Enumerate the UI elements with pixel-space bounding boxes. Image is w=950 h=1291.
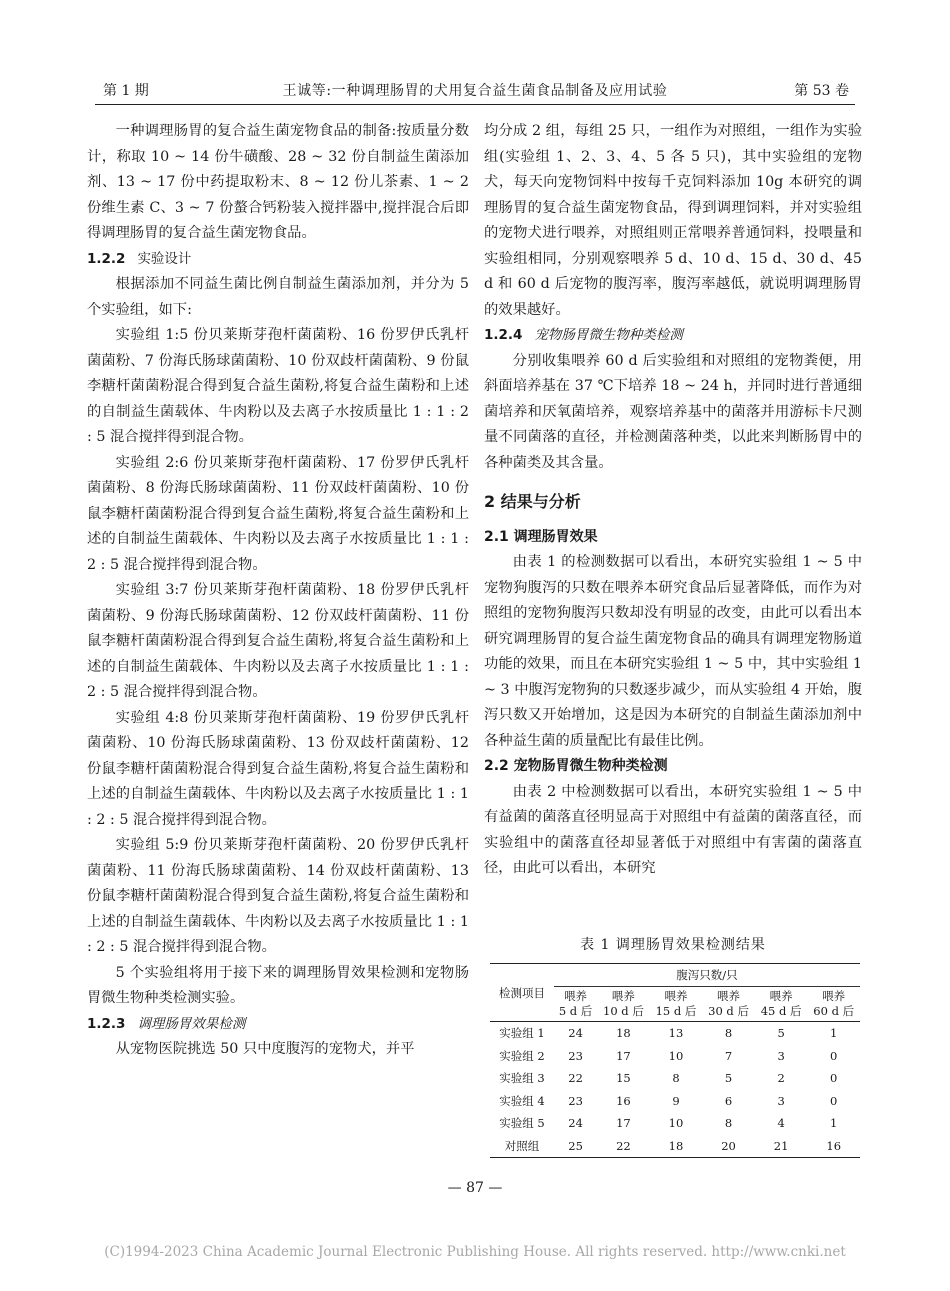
table-cell: 18: [650, 1135, 703, 1158]
table-cell: 3: [777, 1048, 785, 1063]
paragraph-grouping: 均分成 2 组，每组 25 只，一组作为对照组，一组作为实验组(实验组 1、2、3、4、5 各 5 只)，其中实验组的宠物犬，每天向宠物饲料中按每千克饲料添加 10g 本研究的调理肠胃的复合益生菌宠物食品，得到调理饲料，并对实验组的宠物犬进行喂养，对照组则正常喂养普通饲料，投喂量和实验组相同，分别观察喂养 5 d、10 d、15 d、30 d、45 d 和 60 d 后宠物的腹泻率，腹泻率越低，就说明调理肠胃的效果越好。: [484, 123, 862, 318]
paragraph-groups-usage: 5 个实验组将用于接下来的调理肠胃效果检测和宠物肠胃微生物种类检测实验。: [87, 964, 469, 1006]
paragraph-group-4: 实验组 4:8 份贝莱斯芽孢杆菌菌粉、19 份罗伊氏乳杆菌菌粉、10 份海氏肠球菌菌粉、13 份双歧杆菌菌粉、12 份鼠李糖杆菌菌粉混合得到复合益生菌粉,将复合益生菌粉和上述的自制益生菌载体、牛肉粉以及去离子水按质量比 1 : 1 : 2 : 5 混合搅拌得到混合物。: [87, 709, 469, 828]
table-cell: 6: [724, 1093, 733, 1108]
table-1-caption: 表 1 调理肠胃效果检测结果: [580, 937, 766, 953]
table-cell: 21: [755, 1135, 808, 1158]
running-header: [95, 80, 855, 105]
table-cell: 5: [777, 1026, 785, 1041]
paragraph-results-2-2: 由表 2 中检测数据可以看出，本研究实验组 1 ~ 5 中有益菌的菌落直径明显高于对照组中有益菌的菌落直径，而实验组中的菌落直径却显著低于对照组中有害菌的菌落直径，由此可以看出，本研究: [484, 783, 862, 876]
column-header: 喂养 15 d 后: [650, 987, 703, 1022]
column-header: 喂养 60 d 后: [807, 987, 860, 1022]
table-cell: 8: [724, 1116, 733, 1131]
heading-title: 调理肠胃效果检测: [137, 1015, 246, 1032]
table-cell: 16: [616, 1093, 631, 1108]
table-cell: 16: [807, 1135, 860, 1158]
column-header: 喂养 45 d 后: [755, 987, 808, 1022]
table-cell: 2: [777, 1071, 785, 1086]
heading-1-2-4: [484, 323, 862, 349]
table-cell: 0: [830, 1048, 838, 1063]
paragraph-group-1: 实验组 1:5 份贝莱斯芽孢杆菌菌粉、16 份罗伊氏乳杆菌菌粉、7 份海氏肠球菌菌粉、10 份双歧杆菌菌粉、9 份鼠李糖杆菌菌粉混合得到复合益生菌粉,将复合益生菌粉和上述的自制益生菌载体、牛肉粉以及去离子水按质量比 1 : 1 : 2 : 5 混合搅拌得到混合物。: [87, 327, 469, 445]
paragraph-group-2: 实验组 2:6 份贝莱斯芽孢杆菌菌粉、17 份罗伊氏乳杆菌菌粉、8 份海氏肠球菌菌粉、11 份双歧杆菌菌粉、10 份鼠李糖杆菌菌粉混合得到复合益生菌粉,将复合益生菌粉和上述的自制益生菌载体、牛肉粉以及去离子水按质量比 1 : 1 : 2 : 5 混合搅拌得到混合物。: [87, 454, 469, 573]
issue-label: 第 1 期: [103, 83, 149, 99]
row-label: 实验组 3: [499, 1071, 545, 1086]
group-header: 腹泻只数/只: [554, 964, 860, 987]
table-cell: 0: [830, 1093, 838, 1108]
page-number: — 87 —: [447, 1180, 503, 1196]
table-cell: 4: [777, 1116, 785, 1131]
running-title: 王诚等:一种调理肠胃的犬用复合益生菌食品制备及应用试验: [282, 83, 668, 99]
row-label: 对照组: [490, 1135, 554, 1158]
heading-number: 1.2.2: [87, 250, 126, 267]
table-cell: 8: [672, 1071, 680, 1086]
table-cell: 3: [777, 1093, 785, 1108]
table-cell: 23: [568, 1048, 583, 1063]
heading-1-2-3: [87, 1012, 469, 1038]
table-cell: 22: [568, 1071, 583, 1086]
heading-title: 实验设计: [137, 250, 192, 267]
table-cell: 17: [616, 1048, 631, 1063]
table-row: [490, 1022, 860, 1045]
table-cell: 22: [597, 1135, 650, 1158]
table-cell: 24: [568, 1026, 583, 1041]
table-cell: 0: [830, 1071, 838, 1086]
table-cell: 24: [568, 1116, 583, 1131]
table-cell: 1: [830, 1026, 838, 1041]
heading-1-2-2: [87, 247, 469, 273]
heading-section-2: 2 结果与分析: [484, 492, 581, 511]
row-label: 实验组 4: [499, 1093, 545, 1108]
table-row: [490, 1135, 860, 1158]
paragraph-results-2-1: 由表 1 的检测数据可以看出，本研究实验组 1 ~ 5 中宠物狗腹泻的只数在喂养本研究食品后显著降低，而作为对照组的宠物狗腹泻只数却没有明显的改变，由此可以看出本研究调理肠胃的复合益生菌宠物食品的确具有调理宠物肠道功能的效果，而且在本研究实验组 1 ~ 5 中，其中实验组 1 ~ 3 中腹泻宠物狗的只数逐步减少，而从实验组 4 开始，腹泻只数又开始增加，这是因为本研究的自制益生菌添加剂中各种益生菌的质量配比有最佳比例。: [484, 554, 862, 749]
table-cell: 5: [724, 1071, 733, 1086]
table-1: [490, 963, 860, 1158]
paragraph-dog-selection: 从宠物医院挑选 50 只中度腹泻的宠物犬，并平: [115, 1041, 415, 1057]
paragraph-design-intro: 根据添加不同益生菌比例自制益生菌添加剂，并分为 5 个实验组，如下:: [87, 276, 469, 318]
table-cell: 7: [724, 1048, 733, 1063]
table-cell: 17: [616, 1116, 631, 1131]
heading-2-2: 2.2 宠物肠胃微生物种类检测: [484, 758, 668, 774]
heading-2-1: 2.1 调理肠胃效果: [484, 528, 598, 545]
table-cell: 20: [702, 1135, 755, 1158]
table-cell: 1: [830, 1116, 838, 1131]
table-cell: 18: [616, 1026, 631, 1041]
paragraph-preparation: 一种调理肠胃的复合益生菌宠物食品的制备:按质量分数计，称取 10 ~ 14 份牛磺酸、28 ~ 32 份自制益生菌添加剂、13 ~ 17 份中药提取粉末、8 ~ 12 份儿茶素、1 ~ 2 份维生素 C、3 ~ 7 份螯合钙粉装入搅拌器中,搅拌混合后即得调理肠胃的复合益生菌宠物食品。: [87, 123, 469, 241]
table-cell: 13: [668, 1026, 684, 1041]
paragraph-group-5: 实验组 5:9 份贝莱斯芽孢杆菌菌粉、20 份罗伊氏乳杆菌菌粉、11 份海氏肠球菌菌粉、14 份双歧杆菌菌粉、13 份鼠李糖杆菌菌粉混合得到复合益生菌粉,将复合益生菌粉和上述的自制益生菌载体、牛肉粉以及去离子水按质量比 1 : 1 : 2 : 5 混合搅拌得到混合物。: [87, 837, 469, 955]
table-cell: 25: [554, 1135, 597, 1158]
volume-label: 第 53 卷: [794, 83, 849, 99]
row-label: 实验组 5: [499, 1116, 545, 1131]
table-row: [490, 1112, 860, 1135]
paragraph-group-3: 实验组 3:7 份贝莱斯芽孢杆菌菌粉、18 份罗伊氏乳杆菌菌粉、9 份海氏肠球菌菌粉、12 份双歧杆菌菌粉、11 份鼠李糖杆菌菌粉混合得到复合益生菌粉,将复合益生菌粉和上述的自制益生菌载体、牛肉粉以及去离子水按质量比 1 : 1 : 2 : 5 混合搅拌得到混合物。: [87, 582, 469, 700]
table-row: [490, 1045, 860, 1068]
table-cell: 23: [568, 1093, 583, 1108]
table-cell: 8: [724, 1026, 733, 1041]
column-header: 喂养 5 d 后: [554, 987, 597, 1022]
table-cell: 10: [668, 1048, 684, 1063]
heading-number: 1.2.4: [484, 327, 523, 343]
table-row: [490, 1067, 860, 1090]
item-header: 检测项目: [490, 964, 554, 1022]
right-column: [484, 119, 862, 882]
table-cell: 10: [668, 1116, 684, 1131]
table-cell: 9: [672, 1093, 680, 1108]
heading-number: 1.2.3: [87, 1015, 126, 1032]
table-row: [490, 1090, 860, 1113]
column-header: 喂养 10 d 后: [597, 987, 650, 1022]
heading-title: 宠物肠胃微生物种类检测: [534, 327, 683, 343]
row-label: 实验组 1: [499, 1026, 545, 1041]
table-cell: 15: [616, 1071, 631, 1086]
left-column: [87, 119, 469, 1063]
row-label: 实验组 2: [499, 1048, 545, 1063]
paragraph-microbe-method: 分别收集喂养 60 d 后实验组和对照组的宠物粪便，用斜面培养基在 37 ℃下培养 18 ~ 24 h，并同时进行普通细菌培养和厌氧菌培养，观察培养基中的菌落并用游标卡尺测量不同菌落的直径，并检测菌落种类，以此来判断肠胃中的各种菌类及其含量。: [484, 352, 862, 471]
column-header: 喂养 30 d 后: [702, 987, 755, 1022]
copyright-footer: (C)1994-2023 China Academic Journal Electronic Publishing House. All rights reserved. http://www.cnki.net: [104, 1244, 846, 1260]
